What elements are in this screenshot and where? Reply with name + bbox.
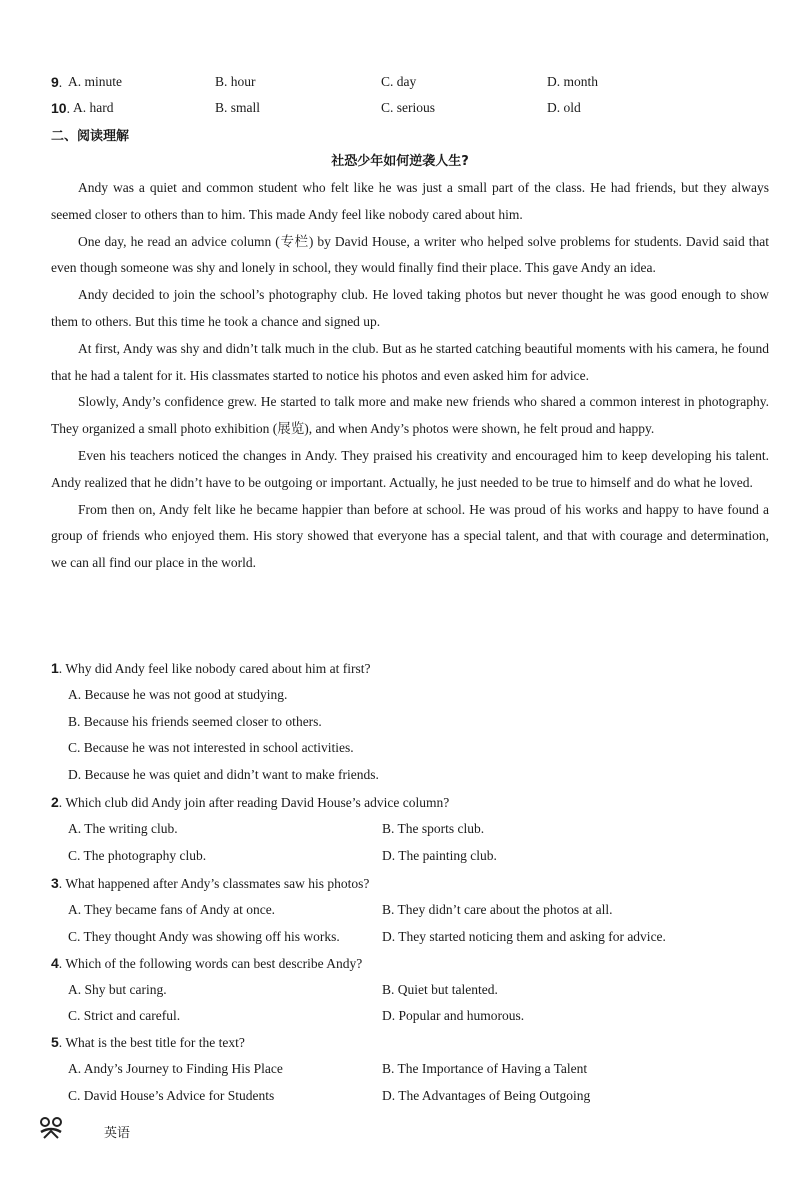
choice-option-d: D. old (547, 100, 581, 115)
choice-option-c: C. serious (381, 100, 435, 115)
option-1b[interactable]: B. Because his friends seemed closer to others. (68, 714, 322, 729)
choice-option-c: C. day (381, 74, 417, 89)
question-text: What happened after Andy’s classmates saw his photos? (65, 876, 370, 891)
option-1c[interactable]: C. Because he was not interested in school activities. (68, 740, 354, 755)
passage-title: 社恐少年如何逆袭人生? (331, 154, 469, 169)
option-5b[interactable]: B. The Importance of Having a Talent (382, 1061, 588, 1076)
option-4c[interactable]: C. Strict and careful. (68, 1008, 181, 1023)
paragraph: From then on, Andy felt like he became happier than before at school. He was proud of his works and happy to have found a group of friends who enjoyed them. His story showed that everyone has a special talent, and that with courage and determination, we can all find our place in the world. (51, 501, 769, 571)
choice-row-10 (0, 97, 800, 119)
option-1a[interactable]: A. Because he was not good at studying. (68, 687, 288, 702)
paragraph: Slowly, Andy’s confidence grew. He started to talk more and make new friends who shared a common interest in photography. They organized a small photo exhibition (展览), and when Andy’s photos were shown, he felt proud and happy. (51, 394, 769, 437)
option-3d[interactable]: D. They started noticing them and asking for advice. (382, 929, 666, 944)
question-text: Which club did Andy join after reading David House’s advice column? (65, 795, 450, 810)
paragraph: At first, Andy was shy and didn’t talk much in the club. But as he started catching beautiful moments with his camera, he found that he had a talent for it. His classmates started to notice his photos and even asked him for advice. (51, 340, 769, 383)
choice-option-a: A. minute (68, 74, 122, 89)
option-1d[interactable]: D. Because he was quiet and didn’t want to make friends. (68, 767, 379, 782)
question-text: What is the best title for the text? (65, 1035, 245, 1050)
option-2d[interactable]: D. The painting club. (382, 848, 497, 863)
option-4b[interactable]: B. Quiet but talented. (382, 982, 498, 997)
option-4d[interactable]: D. Popular and humorous. (382, 1008, 525, 1023)
paragraph: Even his teachers noticed the changes in Andy. They praised his creativity and encouraged him to keep developing his talent. Andy realized that he didn’t have to be outgoing or important. Actually, he just needed to be true to himself and do what he loved. (51, 447, 769, 490)
question-2: 2. Which club did Andy join after reading David House’s advice column? (51, 794, 450, 810)
choice-option-b: B. hour (215, 74, 256, 89)
option-2b[interactable]: B. The sports club. (382, 821, 485, 836)
footer-subject-label: 英语 (104, 1126, 131, 1141)
question-5: 5. What is the best title for the text? (51, 1034, 245, 1050)
question-3: 3. What happened after Andy’s classmates saw his photos? (51, 875, 370, 891)
option-4a[interactable]: A. Shy but caring. (68, 982, 167, 997)
question-text: Which of the following words can best describe Andy? (65, 956, 363, 971)
option-5c[interactable]: C. David House’s Advice for Students (68, 1088, 275, 1103)
option-2a[interactable]: A. The writing club. (68, 821, 178, 836)
choice-option-a: A. hard (73, 100, 114, 115)
choice-option-d: D. month (547, 74, 599, 89)
option-5a[interactable]: A. Andy’s Journey to Finding His Place (68, 1061, 283, 1076)
publisher-logo-icon (38, 1114, 64, 1140)
reading-passage (51, 175, 769, 577)
option-2c[interactable]: C. The photography club. (68, 848, 207, 863)
choice-number: 9. (51, 74, 63, 90)
option-3a[interactable]: A. They became fans of Andy at once. (68, 902, 276, 917)
option-3c[interactable]: C. They thought Andy was showing off his works. (68, 929, 340, 944)
option-3b[interactable]: B. They didn’t care about the photos at all. (382, 902, 613, 917)
paragraph: One day, he read an advice column (专栏) by David House, a writer who helped solve problems for students. David said that even though someone was shy and lonely in school, they would finally find their place. This gave Andy an idea. (51, 233, 769, 276)
choice-option-b: B. small (215, 100, 261, 115)
option-5d[interactable]: D. The Advantages of Being Outgoing (382, 1088, 591, 1103)
paragraph: Andy decided to join the school’s photography club. He loved taking photos but never thought he was good enough to show them to others. But this time he took a chance and signed up. (51, 287, 769, 329)
question-text: Why did Andy feel like nobody cared about him at first? (65, 661, 371, 676)
question-1: 1. Why did Andy feel like nobody cared about him at first? (51, 660, 371, 676)
section-heading: 二、阅读理解 (51, 129, 130, 144)
paragraph: Andy was a quiet and common student who felt like he was just a small part of the class. He had friends, but they always seemed closer to others than to him. This made Andy feel like nobody cared about him. (51, 180, 769, 222)
choice-row-9 (0, 71, 800, 93)
question-4: 4. Which of the following words can best describe Andy? (51, 955, 363, 971)
choice-number: 10. (51, 100, 70, 116)
